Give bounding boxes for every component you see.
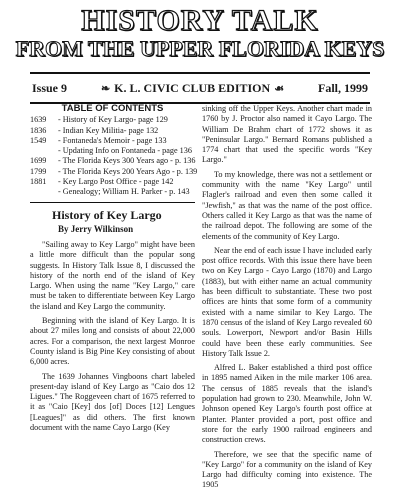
right-column [202,104,372,495]
issue-date: Fall, 1999 [317,80,368,95]
toc-text: - Indian Key Militia- page 132 [58,125,159,135]
toc-year: 1699 [30,156,47,166]
issue-bar [30,72,370,104]
toc-item[interactable] [30,126,195,136]
article-paragraph: sinking off the Upper Keys. Another chart made in 1760 by J. Proctor also named it Cayo Largo. The William De Brahm chart of 1772 shows it as "Peninsular Largo." Bernard Romans published a 1774 chart that used the specific words "Key Largo." [202,104,372,165]
left-ornament-icon: ❧ [100,82,111,95]
toc-list [30,115,198,197]
article-title: History of Key Largo [52,207,162,222]
article-paragraph: "Sailing away to Key Largo" might have been a little more difficult than the popular song suggests. In History Talk Issue 8, I discussed the history of the north end of the island of Key Largo. When using the name "Key Largo," care must be taken to differentiate between Key Largo the island and Key Largo the community. [30,239,195,311]
toc-year: 1836 [30,125,47,135]
toc-text: - Key Largo Post Office - page 142 [58,177,174,187]
toc-text: - History of Key Largo- page 129 [58,115,168,125]
toc-year: 1799 [30,166,47,176]
left-column [30,103,198,437]
masthead [0,0,400,68]
toc-divider [30,202,195,203]
toc-year: 1639 [30,115,47,125]
article-paragraph: The 1639 Johannes Vingboons chart labeled present-day island of Key Largo as "Caio dos 12 Ligues." The Roggeveen chart of 1675 referred to it as "Caio [Key] dos [of] Doces [12] Lengues [Leagues]" as did others. The first known document with the name Cayo Largo (Key [30,371,195,433]
toc-item[interactable] [30,146,195,156]
toc-title: TABLE OF CONTENTS [61,103,164,114]
toc-text: - The Florida Keys 300 Years ago - p. 136 [58,156,196,166]
article-paragraph: Therefore, we see that the specific name of "Key Largo" for a community on the island of Key Largo had difficulty coming into existence. The 1905 [202,449,372,490]
toc-item[interactable] [30,115,195,125]
toc-item[interactable] [30,166,198,177]
edition-label: K. L. CIVIC CLUB EDITION [114,80,271,95]
toc-item[interactable] [30,177,195,187]
toc-text: - Updating Info on Fontaneda - page 136 [58,146,192,156]
toc-year [30,146,58,156]
toc-year: 1549 [30,135,47,145]
toc-year: 1881 [30,177,47,187]
toc-item[interactable] [30,136,195,146]
newsletter-subtitle: FROM THE UPPER FLORIDA KEYS [15,36,385,61]
article-paragraph: To my knowledge, there was not a settlement or community with the name "Key Largo" until Flagler's railroad and even then some called it "Jewfish," as that was the name of the post office. Others called it Key Largo as that was the name of the railroad depot. The following are some of the elements of the community of Key Largo. [202,169,372,241]
edition-label-group [101,81,284,96]
toc-text: - Fontaneda's Memoir - page 133 [58,135,167,145]
toc-text: - Genealogy; William H. Parker - p. 143 [58,187,190,197]
issue-number: Issue 9 [32,80,68,95]
article-paragraph: Alfred L. Baker established a third post office in 1895 named Aiken in the mile marker 106 area. The census of 1885 reveals that the island's population had grown to 230. Meanwhile, John W. Johnson opened Key Largo's fourth post office at Planter. Planter provided a port, post office and store for the early 1900 railroad engineers and construction crews. [202,363,372,445]
article-paragraph: Beginning with the island of Key Largo. It is about 27 miles long and consists of about 22,000 acres. For a comparison, the next largest Monroe County island is Big Pine Key consisting of about 6,000 acres. [30,316,195,367]
toc-item[interactable] [30,156,195,166]
article-byline: By Jerry Wilkinson [58,223,134,234]
newsletter-title: HISTORY TALK [81,4,319,37]
right-ornament-icon: ☙ [274,82,285,95]
toc-text: - The Florida Keys 200 Years Ago - p. 139 [58,166,198,176]
article-paragraph: Near the end of each issue I have included early post office records. With this issue there have been two on Key Largo - Cayo Largo (1870) and Largo (1883), but with either name an actual community has been difficult to substantiate. These two post offices are hints that some form of a community existed with a name similar to Key Largo. The 1870 census of the island of Key Largo revealed 60 souls. Lowerport, Newport and/or Basin Hills could have been these early communities. See History Talk Issue 2. [202,245,372,358]
toc-item[interactable] [30,187,195,197]
toc-year [30,187,58,197]
